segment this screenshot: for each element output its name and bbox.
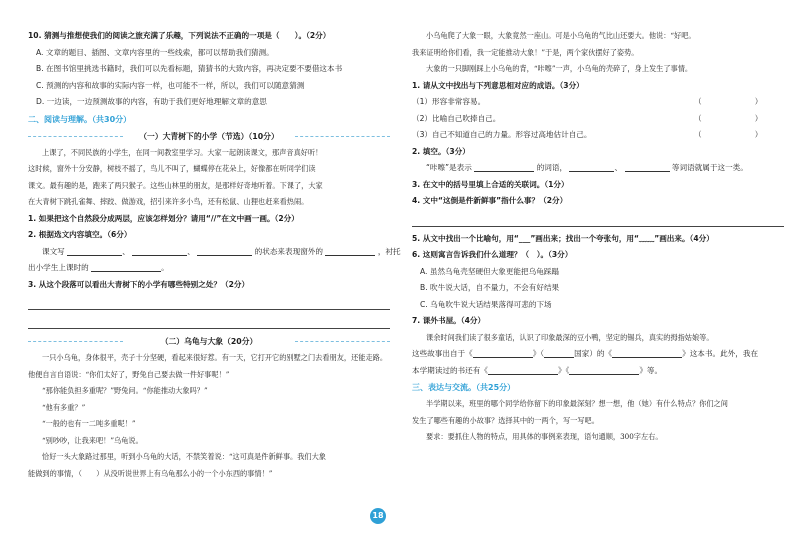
passage-2-line: 恰好一头大象路过那里，听到小乌龟的大话，不禁笑着说：“这可真是件新鲜事。我们大象 xyxy=(42,452,326,461)
q7-text: 》这本书。此外，我在 xyxy=(682,349,759,358)
q7-line-1: 课余时间我们读了很多童话，认识了印象最深的豆小鸭，坚定的锡兵，真实的拇指姑娘等。 xyxy=(426,332,714,342)
answer-line[interactable] xyxy=(28,295,390,310)
passage-2-line: “一般的也有一二吨多重呢！” xyxy=(42,419,136,428)
question-r2: 2. 填空。（3分） xyxy=(412,146,470,156)
answer-blank[interactable] xyxy=(325,246,375,256)
page-number-badge: 18 xyxy=(370,508,386,524)
question-r4: 4. 文中“这倒是件新鲜事”指什么事？（2分） xyxy=(412,196,568,205)
question-r1: 1. 请从文中找出与下列意思相对应的成语。（3分） xyxy=(412,80,584,90)
idiom-prompt: （3）自己不知道自己的力量。形容过高地估计自己。 xyxy=(412,130,592,139)
answer-blank[interactable] xyxy=(132,246,187,256)
story-line: 我来证明给你们看，我一定能推动大象！”于是，两个家伙摆好了姿势。 xyxy=(412,47,639,57)
passage-2-title: （二）乌龟与大象（20分） xyxy=(28,333,390,350)
answer-blank[interactable] xyxy=(569,162,614,172)
right-page xyxy=(400,0,800,554)
answer-blank[interactable] xyxy=(474,162,534,172)
passage-2-line: “那你能负担多重呢？”野兔问。“你能推动大象吗？” xyxy=(42,386,208,395)
question-r7: 7. 课外书屋。（4分） xyxy=(412,316,486,325)
idiom-prompt: （1）形容非常容易。 xyxy=(412,97,486,106)
idiom-item xyxy=(412,94,784,111)
q6-option-c: C. 乌龟吹牛说大话结果落得可悲的下场 xyxy=(420,299,552,309)
q10-option-d: D. 一边读，一边预测故事的内容，有助于我们更好地理解文章的意思 xyxy=(36,97,267,106)
q6-option-a: A. 虽然乌龟壳坚硬但大象更能把乌龟踩蹋 xyxy=(420,266,559,276)
fill-text-b: 的词语， xyxy=(536,163,568,172)
answer-blank[interactable] xyxy=(488,365,558,375)
q2-text-b: 的状态来表现窗外的 xyxy=(254,246,323,256)
answer-blank[interactable] xyxy=(544,348,574,358)
passage-1-title: （一）大青树下的小学（节选）（10分） xyxy=(28,128,390,145)
answer-blank[interactable] xyxy=(612,348,682,358)
fill-text-a: “咔嚓”是表示 xyxy=(426,163,472,172)
q10-option-a: A. 文章的题目、插图、文章内容里的一些线索，都可以帮助我们猜测。 xyxy=(36,47,274,57)
q6-option-b: B. 吹牛说大话，自不量力，不会有好结果 xyxy=(420,283,560,292)
q2-text-a: 课文写 xyxy=(42,246,65,256)
passage-2-line: “别吵吵，让我来吧！”乌龟说。 xyxy=(42,435,143,445)
section-reading-heading: 二、阅读与理解。（共30分） xyxy=(28,114,132,124)
answer-line[interactable] xyxy=(412,212,784,227)
passage-2-line: 能做到的事情，（ ）从没听说世界上有乌龟那么小的一个小东西的事情！” xyxy=(28,468,273,478)
story-line: 小乌龟爬了大象一眼，大象竟然一座山。可是小乌龟的气比山还要大。他说：“好吧。 xyxy=(426,31,696,40)
answer-blank[interactable] xyxy=(91,262,161,272)
question-2: 2. 根据选文内容填空。（6分） xyxy=(28,230,132,239)
question-r5: 5. 从文中找出一个比喻句，用“___”画出来；找出一个夸张句，用“﹏﹏”画出来。（4分） xyxy=(412,233,714,243)
question-r3: 3. 在文中的括号里填上合适的关联词。（1分） xyxy=(412,179,569,189)
q7-text: 》《 xyxy=(557,365,570,375)
q7-line-2 xyxy=(412,346,784,363)
essay-prompt-line: 半学期以来，班里的哪个同学给你留下的印象最深刻？想一想，他（她）有什么特点？你们之间 xyxy=(426,399,728,408)
story-line: 大象的一只脚刚踩上小乌龟的背，“咔嚓”一声，小乌龟的壳碎了，身上发生了事情。 xyxy=(426,64,693,73)
q10-option-c: C. 预测的内容和故事的实际内容一样，也可能不一样，所以，我们可以随意猜测 xyxy=(36,80,305,90)
q7-text: 》（ xyxy=(532,349,545,358)
question-r6: 6. 这则寓言告诉我们什么道理？（ ）。（3分） xyxy=(412,250,573,259)
q-r2-fill: “咔嚓”是表示 的词语， 、 等词语就属于这一类。 xyxy=(426,163,748,172)
passage-1-line: 上课了，不同民族的小学生，在同一间教室里学习。大家一起朗读课文，那声音真好听！ xyxy=(42,147,323,157)
question-3: 3. 从这个段落可以看出大青树下的小学有哪些特别之处？（2分） xyxy=(28,279,250,289)
passage-2-line: “他有多重？” xyxy=(42,402,86,412)
q7-text: 国家）的《 xyxy=(574,349,613,358)
q2-text-d: 出小学生上课时的 xyxy=(28,263,89,272)
q7-text: 这些故事出自于《 xyxy=(412,349,473,358)
idiom-item xyxy=(412,111,784,128)
passage-1-line: 在大青树下跳孔雀舞、摔跤、做游戏，招引来许多小鸟，还有松鼠、山狸也赶来看热闹。 xyxy=(28,197,309,206)
essay-prompt-line: 发生了哪些有趣的小故事？选择其中的一两个，写一写吧。 xyxy=(412,415,599,425)
answer-blank[interactable] xyxy=(197,246,252,256)
passage-2-line: 一只小乌龟，身体很平，壳子十分坚硬，看起来很好惹。有一天，它打开它的别墅之门去看朋友，还能走路。 xyxy=(42,353,388,362)
essay-prompt-line: 要求：要抓住人物的特点，用具体的事例来表现，语句通顺，300字左右。 xyxy=(426,432,663,441)
passage-2-line: 他便自言自语说：“你们太好了，野兔自己要去做一件好事呢！” xyxy=(28,369,230,379)
answer-parens[interactable]: （ ） xyxy=(694,113,763,123)
idiom-item xyxy=(412,127,784,144)
answer-parens[interactable]: （ ） xyxy=(694,130,763,139)
section-writing-heading: 三、表达与交流。（共25分） xyxy=(412,383,516,392)
answer-blank[interactable] xyxy=(569,365,639,375)
answer-blank[interactable] xyxy=(473,348,533,358)
answer-line[interactable] xyxy=(28,314,390,329)
question-10: 10. 猜测与推想使我们的阅读之旅充满了乐趣，下列说法不正确的一项是（ ）。（2分） xyxy=(28,31,331,40)
q7-text: 》等。 xyxy=(639,365,663,375)
answer-blank[interactable] xyxy=(625,162,670,172)
question-1: 1. 如果把这个自然段分成两层，应该怎样划分？请用“//”在文中画一画。（2分） xyxy=(28,213,299,223)
q10-option-b: B. 在图书馆里挑选书籍时，我们可以先看标题，猜猜书的大致内容，再决定要不要借这本书 xyxy=(36,64,343,73)
q7-text: 本学期读过的书还有《 xyxy=(412,365,488,375)
answer-parens[interactable]: （ ） xyxy=(694,97,763,106)
q2-fill-line-2: 出小学生上课时的 。 xyxy=(28,263,169,272)
passage-1-line: 课文。最有趣的是，跑来了两只猴子。这些山林里的朋友，是那样好奇地听着。下课了，大家 xyxy=(28,180,323,190)
q2-text-c: ，衬托 xyxy=(377,246,401,256)
passage-1-line: 这时候，窗外十分安静，树枝不摇了，鸟儿不叫了，蝴蝶停在花朵上，好像都在听同学们读 xyxy=(28,164,316,173)
q7-line-3 xyxy=(412,363,784,380)
answer-blank[interactable] xyxy=(67,246,122,256)
q2-fill-line-1: 课文写 、 、 的状态来表现窗外的 ，衬托 xyxy=(42,246,401,256)
fill-text-c: 等词语就属于这一类。 xyxy=(671,163,748,172)
idiom-prompt: （2）比喻自己吹捧自己。 xyxy=(412,113,501,123)
